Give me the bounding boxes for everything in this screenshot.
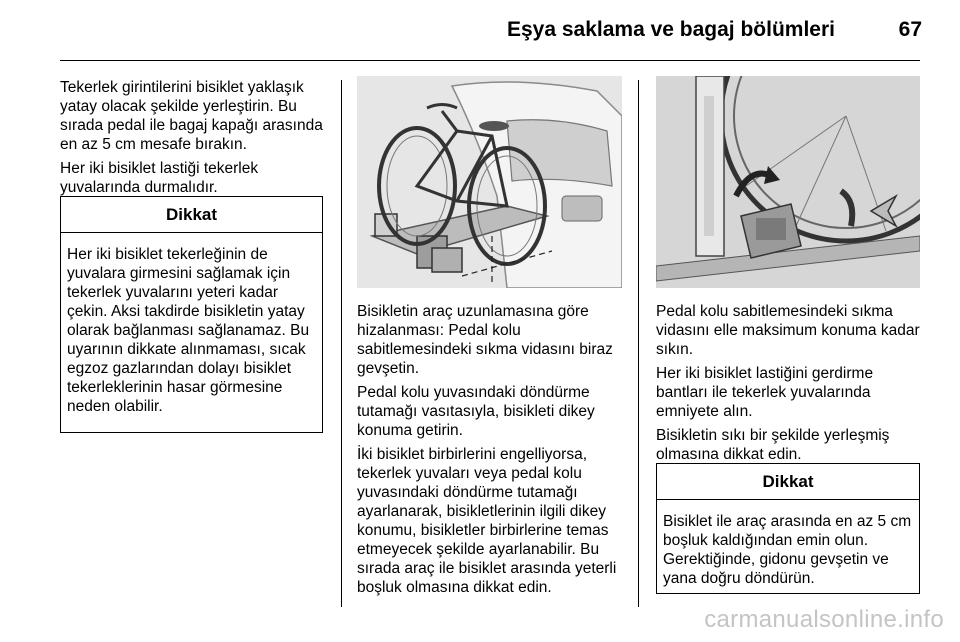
pedal-clamp-figure	[656, 76, 920, 288]
caution-notice-left	[60, 196, 323, 433]
left-column-text	[60, 78, 332, 202]
paragraph: Pedal kolu yuvasındaki döndürme tutamağı vasıtasıyla, bisikleti dikey konuma getirin.	[357, 384, 595, 439]
middle-column-text	[357, 302, 633, 602]
paragraph: Pedal kolu sabitlemesindeki sıkma vidasını elle maksimum konuma kadar sıkın.	[656, 303, 920, 358]
paragraph: İki bisiklet birbirlerini engelliyorsa, tekerlek yuvaları veya pedal kolu yuvasındaki döndürme tutamağı ayarlanarak, bisikletlerinin ilgili dikey konumu, bisikletler birbirlerine temas etmeyecek şekilde ayarlanabilir. Bu sırada araç ile bisiklet arasında yeterli boşluk olmasına dikkat edin.	[357, 446, 617, 596]
column-divider-right	[638, 80, 639, 607]
bicycle-carrier-illustration	[357, 76, 622, 288]
pedal-clamp-illustration	[656, 76, 920, 288]
paragraph: Her iki bisiklet lastiği tekerlek yuvalarında durmalıdır.	[60, 160, 259, 196]
caution-notice-right	[656, 463, 920, 594]
page-title: Eşya saklama ve bagaj bölümleri	[506, 18, 835, 41]
notice-body: Bisiklet ile araç arasında en az 5 cm boşluk kaldığından emin olun. Gerektiğinde, gidonu gevşetin ve yana doğru döndürün.	[663, 513, 912, 587]
watermark-text: carmanualsonline.info	[704, 606, 944, 633]
paragraph: Tekerlek girintilerini bisiklet yaklaşık yatay olacak şekilde yerleştirin. Bu sırada pedal ile bagaj kapağı arasında en az 5 cm mesafe bırakın.	[60, 79, 323, 153]
notice-body: Her iki bisiklet tekerleğinin de yuvalara girmesini sağlamak için tekerlek yuvalarını yeteri kadar çekin. Aksi takdirde bisikletin yatay olarak bağlanması sağlanamaz. Bu uyarının dikkate alınmaması, sıcak egzoz gazlarından dolayı bisiklet tekerleklerinin hasar görmesine neden olabilir.	[67, 246, 310, 415]
column-divider-left	[341, 80, 342, 607]
paragraph: Bisikletin sıkı bir şekilde yerleşmiş olmasına dikkat edin.	[656, 427, 890, 463]
notice-title: Dikkat	[657, 464, 919, 500]
page-number: 67	[898, 18, 922, 41]
notice-title: Dikkat	[61, 197, 322, 233]
right-column-text	[656, 302, 926, 469]
paragraph: Her iki bisiklet lastiğini gerdirme bantları ile tekerlek yuvalarında emniyete alın.	[656, 365, 874, 420]
header-rule	[60, 60, 920, 61]
bicycle-carrier-figure	[357, 76, 622, 288]
paragraph: Bisikletin araç uzunlamasına göre hizalanması: Pedal kolu sabitlemesindeki sıkma vidasını biraz gevşetin.	[357, 303, 613, 377]
